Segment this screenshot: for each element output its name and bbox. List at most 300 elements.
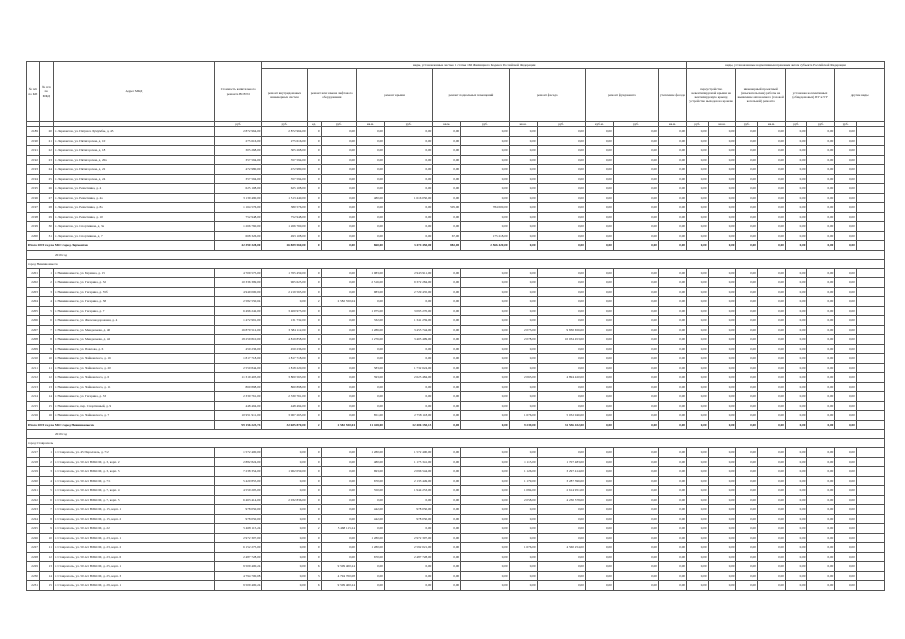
row-value: 0,00 (585, 363, 613, 373)
row-value: 0,00 (537, 278, 585, 288)
row-value: 0,00 (321, 306, 356, 316)
row-value: 0,00 (708, 203, 736, 213)
row-value: 0,00 (356, 203, 384, 213)
row-value: 0,00 (708, 524, 736, 534)
row-value: 0,00 (757, 476, 785, 486)
table-row (27, 457, 885, 467)
total-value: 0,00 (658, 241, 686, 251)
row-value: 0,00 (509, 401, 537, 411)
row-value: 0,00 (585, 571, 613, 581)
row-value: 2 330 761,00 (215, 392, 262, 402)
row-value: 0,00 (785, 392, 806, 402)
row-value: 0,00 (461, 476, 509, 486)
row-value: 0,00 (785, 363, 806, 373)
row-value: 0,00 (835, 325, 856, 335)
total-value: 2 566 420,00 (461, 241, 509, 251)
row-value: 0,00 (321, 486, 356, 496)
row-value: 593,00 (356, 373, 384, 383)
row-value: 0,00 (433, 174, 461, 184)
row-value: 0,00 (835, 514, 856, 524)
row-value: 0,00 (384, 203, 432, 213)
row-value: 0,00 (687, 184, 708, 194)
row-value: 0,00 (687, 155, 708, 165)
row-value: 0,00 (461, 193, 509, 203)
table-row (27, 203, 885, 213)
table-row (27, 127, 885, 137)
row-value: 0,00 (321, 476, 356, 486)
table-row (27, 325, 885, 335)
row-address: г. Невинномысск, ул. Гагарина, д. 7 (53, 306, 214, 316)
row-value (856, 363, 884, 373)
row-address: г. Невинномысск, ул. Баумана, д. 15 (53, 268, 214, 278)
row-address: г. Ставрополь, ул. 50 лет ВЛКСМ, д. 7/1 (53, 476, 214, 486)
row-value: 357 594,00 (215, 174, 262, 184)
row-value (856, 562, 884, 572)
row-value: 0,00 (785, 146, 806, 156)
row-number: 2219 (27, 467, 40, 477)
row-value: 9 509 400,24 (321, 581, 356, 591)
row-value: 0,00 (708, 306, 736, 316)
col-no: № п/п по КП (27, 62, 40, 122)
row-value: 0,00 (321, 457, 356, 467)
row-value: 978 050,00 (215, 505, 262, 515)
row-value: 0,00 (433, 184, 461, 194)
row-value: 0,00 (835, 448, 856, 458)
row-value (856, 316, 884, 326)
table-row (27, 136, 885, 146)
row-value: 0,00 (509, 505, 537, 515)
row-number: 2212 (27, 373, 40, 383)
row-value: 3 400 973,00 (262, 306, 307, 316)
row-value: 752 948,00 (262, 212, 307, 222)
row-value: 2 032 836,00 (262, 495, 307, 505)
row-value: 0,00 (785, 467, 806, 477)
row-value: 0,00 (835, 136, 856, 146)
row-value: 2 487 728,00 (384, 552, 432, 562)
row-value: 0,00 (537, 448, 585, 458)
row-value: 0,00 (384, 382, 432, 392)
row-value: 0,00 (613, 297, 658, 307)
row-number: 2199 (27, 222, 40, 232)
row-value: 0,00 (537, 562, 585, 572)
total-value: 0,00 (585, 420, 613, 430)
row-value: 0,00 (687, 486, 708, 496)
row-value: 0,00 (835, 363, 856, 373)
row-value: 0,00 (736, 562, 757, 572)
row-value: 0,00 (537, 174, 585, 184)
row-value: 0,00 (785, 155, 806, 165)
row-value: 0,00 (687, 193, 708, 203)
row-value: 472 980,00 (262, 165, 307, 175)
col-facade: ремонт фасада (509, 69, 585, 122)
row-value: 0,00 (658, 127, 686, 137)
row-value: 0,00 (807, 495, 835, 505)
row-value: 0,00 (785, 231, 806, 241)
row-mkd-number: 13 (39, 562, 53, 572)
row-value: 3 455 744,00 (384, 325, 432, 335)
row-address: г. Лермонтов, ул. Патриса Лумумбы, д. 45 (53, 127, 214, 137)
total-value: 0,00 (613, 420, 658, 430)
row-value: 0,00 (509, 448, 537, 458)
row-value: 0,00 (807, 467, 835, 477)
row-value: 2 516,00 (356, 278, 384, 288)
row-value: 0,00 (585, 184, 613, 194)
row-value: 0,00 (736, 316, 757, 326)
table-row (27, 174, 885, 184)
row-value: 0,00 (658, 382, 686, 392)
row-value: 0,00 (613, 543, 658, 553)
row-value: 0,00 (835, 127, 856, 137)
row-value: 0,00 (687, 552, 708, 562)
row-value: 0,00 (807, 335, 835, 345)
row-value: 3 297 414,00 (537, 467, 585, 477)
row-value: 0,00 (807, 165, 835, 175)
total-value: 99 156 223,74 (215, 420, 262, 430)
row-value: 0,00 (835, 203, 856, 213)
row-value: 0 (307, 222, 321, 232)
row-value: 2 073,00 (509, 325, 537, 335)
row-value: 0,00 (785, 552, 806, 562)
table-row (27, 268, 885, 278)
table-row (27, 306, 885, 316)
row-value: 0,00 (708, 174, 736, 184)
row-value: 0,00 (757, 524, 785, 534)
row-value: 0,00 (736, 354, 757, 364)
total-value: 0,00 (785, 420, 806, 430)
row-value: 0,00 (757, 222, 785, 232)
row-value (856, 382, 884, 392)
row-number: 2223 (27, 505, 40, 515)
row-value: 0,00 (585, 136, 613, 146)
row-value: 1 616 050,00 (384, 193, 432, 203)
row-value: 0,00 (835, 344, 856, 354)
row-value: 0,00 (613, 524, 658, 534)
row-value: 0,00 (658, 373, 686, 383)
col-no-mkd: № п/п по МКД (39, 62, 53, 122)
row-value: 0,00 (785, 401, 806, 411)
row-value: 0,00 (658, 231, 686, 241)
row-number: 2217 (27, 448, 40, 458)
row-value: 0,00 (757, 136, 785, 146)
row-value: 0,00 (785, 411, 806, 421)
row-value: 0,00 (537, 136, 585, 146)
table-row (27, 155, 885, 165)
row-address: г. Невинномысск, ул. Чайковского, д. 6 (53, 373, 214, 383)
row-value: 978 050,00 (384, 505, 432, 515)
row-value: 0,00 (321, 184, 356, 194)
row-value: 1 266 760,00 (215, 222, 262, 232)
row-value: 0 (307, 344, 321, 354)
row-value: 2 330 761,00 (262, 392, 307, 402)
row-address: г. Невинномысск, ул. Гагарина, д. 33 (53, 392, 214, 402)
row-value: 0,00 (321, 203, 356, 213)
row-value: 0,00 (658, 212, 686, 222)
row-value: 0,00 (757, 174, 785, 184)
unit-cell: руб. (613, 122, 658, 127)
table-row (27, 297, 885, 307)
row-value: 668 326,00 (215, 231, 262, 241)
row-value: 357 594,00 (262, 155, 307, 165)
row-value: 0,00 (835, 581, 856, 591)
row-value: 0,00 (356, 184, 384, 194)
row-value: 0,00 (613, 476, 658, 486)
table-row (27, 344, 885, 354)
row-value: 0,00 (384, 562, 432, 572)
row-value (856, 193, 884, 203)
col-lift: ремонт или замена лифтового оборудования (307, 69, 356, 122)
row-value: 0,00 (613, 278, 658, 288)
row-value: 0,00 (321, 193, 356, 203)
row-value: 0,00 (708, 287, 736, 297)
row-value: 0,00 (658, 174, 686, 184)
row-value: 0,00 (509, 165, 537, 175)
row-value: 0,00 (537, 268, 585, 278)
row-value: 670,00 (356, 552, 384, 562)
total-value: 0,00 (461, 420, 509, 430)
row-value: 0,00 (708, 562, 736, 572)
row-value: 275 616,00 (262, 136, 307, 146)
row-value: 0,00 (708, 184, 736, 194)
row-value: 0,00 (708, 297, 736, 307)
row-value: 0,00 (537, 382, 585, 392)
row-value: 0,00 (321, 354, 356, 364)
row-value: 0,00 (708, 448, 736, 458)
row-value: 380 576,00 (262, 203, 307, 213)
row-value (856, 136, 884, 146)
row-value: 0,00 (537, 514, 585, 524)
row-mkd-number: 14 (39, 392, 53, 402)
row-number: 2226 (27, 533, 40, 543)
row-value: 0,00 (356, 344, 384, 354)
row-value: 0,00 (708, 581, 736, 591)
row-value: 1 084,00 (509, 486, 537, 496)
row-value: 0 (307, 448, 321, 458)
row-value: 0,00 (736, 193, 757, 203)
row-number: 2215 (27, 401, 40, 411)
row-value: 0,00 (585, 174, 613, 184)
row-value: 6 463 414,00 (215, 495, 262, 505)
row-value: 0,00 (321, 401, 356, 411)
row-value: 0,00 (687, 222, 708, 232)
row-value: 0,00 (835, 222, 856, 232)
row-value: 0,00 (736, 392, 757, 402)
capital-repair-table (26, 61, 885, 591)
row-value: 0,00 (356, 524, 384, 534)
row-value: 0,00 (321, 373, 356, 383)
row-mkd-number: 4 (39, 476, 53, 486)
row-mkd-number: 1 (39, 448, 53, 458)
row-value: 0,00 (461, 268, 509, 278)
row-address: г. Лермонтов, ул. Пятигорская, д. 20а (53, 155, 214, 165)
row-value: 0,00 (613, 165, 658, 175)
row-value: 0,00 (509, 306, 537, 316)
row-number: 2209 (27, 344, 40, 354)
row-value: 0 (307, 325, 321, 335)
row-value: 0,00 (807, 457, 835, 467)
row-value: 0,00 (807, 543, 835, 553)
row-value: 4 709 575,00 (215, 268, 262, 278)
row-value: 0,00 (658, 401, 686, 411)
row-mkd-number: 16 (39, 411, 53, 421)
row-value: 0,00 (807, 354, 835, 364)
row-value: 9 372 284,00 (384, 278, 432, 288)
row-value: 0,00 (537, 203, 585, 213)
row-value: 0,00 (262, 562, 307, 572)
row-value (856, 146, 884, 156)
row-value: 0,00 (461, 457, 509, 467)
row-value: 0,00 (356, 222, 384, 232)
row-value: 0,00 (613, 222, 658, 232)
row-number: 2224 (27, 514, 40, 524)
row-value: 2 550 844,00 (215, 363, 262, 373)
row-value: 0,00 (658, 165, 686, 175)
row-mkd-number: 24 (39, 165, 53, 175)
row-value: 0,00 (321, 212, 356, 222)
row-value: 5 468 115,24 (215, 524, 262, 534)
row-mkd-number: 8 (39, 335, 53, 345)
row-value: 0,00 (807, 392, 835, 402)
table-row (27, 392, 885, 402)
row-address: г. Лермонтов, ул. Спортивная, д. 3а (53, 222, 214, 232)
row-value: 0,00 (736, 203, 757, 213)
row-mkd-number: 12 (39, 373, 53, 383)
row-value (856, 476, 884, 486)
row-value: 0,00 (461, 306, 509, 316)
row-value: 0,00 (585, 486, 613, 496)
row-value: 0,00 (658, 344, 686, 354)
row-value: 0,00 (356, 231, 384, 241)
row-value: 0,00 (585, 505, 613, 515)
row-number: 2214 (27, 392, 40, 402)
unit-cell: кв.м. (658, 122, 686, 127)
row-value (856, 392, 884, 402)
row-value: 0,00 (433, 344, 461, 354)
row-value (856, 354, 884, 364)
row-value: 0,00 (658, 316, 686, 326)
row-value: 0,00 (585, 193, 613, 203)
row-value: 0,00 (736, 571, 757, 581)
row-value: 0,00 (807, 174, 835, 184)
row-value: 0,00 (585, 552, 613, 562)
row-value: 0,00 (835, 306, 856, 316)
row-value: 0,00 (537, 354, 585, 364)
row-value: 0,00 (835, 354, 856, 364)
row-value: 0,00 (585, 278, 613, 288)
row-value (856, 457, 884, 467)
row-value (856, 231, 884, 241)
row-value: 0,00 (461, 562, 509, 572)
row-address: г. Ставрополь, ул. 50 лет ВЛКСМ, д. 15, корп. 1 (53, 505, 214, 515)
row-value: 860 898,00 (215, 382, 262, 392)
row-value (856, 287, 884, 297)
row-value: 0,00 (807, 203, 835, 213)
row-value: 0,00 (736, 297, 757, 307)
total-value: 0,00 (708, 420, 736, 430)
row-value: 357 594,00 (262, 174, 307, 184)
row-value: 505,00 (433, 203, 461, 213)
row-value: 0,00 (785, 524, 806, 534)
total-row (27, 241, 885, 251)
row-mkd-number: 29 (39, 212, 53, 222)
unit-cell: кв.м. (757, 122, 785, 127)
row-value (856, 212, 884, 222)
row-value: 0,00 (687, 467, 708, 477)
row-mkd-number: 10 (39, 533, 53, 543)
row-value: 1 472 991,00 (215, 316, 262, 326)
row-value: 2 219 565,00 (262, 287, 307, 297)
row-value: 0,00 (785, 448, 806, 458)
row-value: 0,00 (736, 136, 757, 146)
row-value: 0,00 (321, 287, 356, 297)
row-value: 0,00 (785, 476, 806, 486)
row-value: 0,00 (585, 476, 613, 486)
row-value: 0,00 (509, 287, 537, 297)
row-value (856, 278, 884, 288)
total-value: 0,00 (807, 241, 835, 251)
row-value: 0,00 (384, 231, 432, 241)
row-value: 0 (307, 373, 321, 383)
row-value: 0 (307, 495, 321, 505)
row-value: 0 (307, 193, 321, 203)
row-value: 0,00 (537, 222, 585, 232)
row-value: 0,00 (687, 524, 708, 534)
row-value: 0,00 (433, 278, 461, 288)
row-number: 2206 (27, 316, 40, 326)
row-value: 0 (307, 505, 321, 515)
row-value: 0,00 (736, 127, 757, 137)
row-value: 0 (307, 543, 321, 553)
row-number: 2204 (27, 297, 40, 307)
row-number: 2194 (27, 174, 40, 184)
row-value: 0,00 (321, 514, 356, 524)
row-value: 0,00 (658, 287, 686, 297)
unit-cell: руб. (537, 122, 585, 127)
row-value: 0,00 (736, 514, 757, 524)
row-value: 0,00 (708, 354, 736, 364)
row-value: 0,00 (321, 448, 356, 458)
row-value: 0,00 (757, 155, 785, 165)
row-value: 0,00 (785, 533, 806, 543)
row-value: 0,00 (757, 306, 785, 316)
table-row (27, 514, 885, 524)
row-value: 0,00 (835, 486, 856, 496)
total-value: 0,00 (613, 241, 658, 251)
row-value (856, 495, 884, 505)
row-value: 0 (307, 467, 321, 477)
row-value: 0,00 (509, 297, 537, 307)
row-value: 0,00 (807, 363, 835, 373)
row-value: 0,00 (736, 373, 757, 383)
row-value: 0,00 (509, 392, 537, 402)
row-value: 0,00 (736, 581, 757, 591)
row-value: 0 (307, 231, 321, 241)
row-number: 2231 (27, 581, 40, 591)
row-address: г. Ставрополь, ул. 50 лет ВЛКСМ, д. 29, корп. 1 (53, 581, 214, 591)
row-value: 0,00 (585, 335, 613, 345)
row-value: 0,00 (736, 495, 757, 505)
row-value: 0,00 (509, 203, 537, 213)
row-value: 0,00 (785, 571, 806, 581)
row-value: 0,00 (757, 335, 785, 345)
row-value (856, 184, 884, 194)
table-row (27, 476, 885, 486)
row-value: 0,00 (461, 401, 509, 411)
unit-cell: ед. (307, 122, 321, 127)
row-number: 2205 (27, 306, 40, 316)
row-mkd-number: 21 (39, 136, 53, 146)
row-value: 0,00 (262, 524, 307, 534)
row-value: 0,00 (708, 392, 736, 402)
